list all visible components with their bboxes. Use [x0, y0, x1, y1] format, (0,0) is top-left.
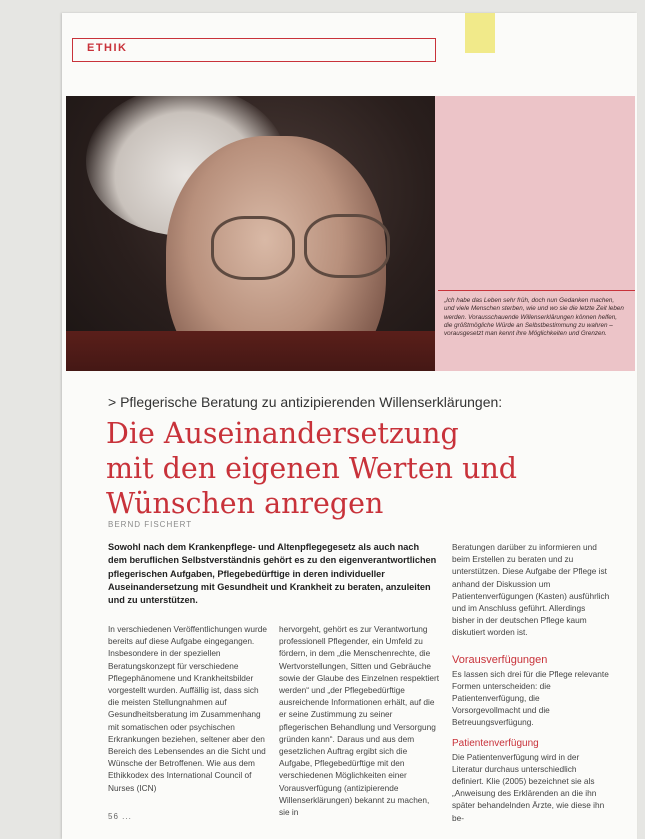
body-column-3 [452, 541, 610, 824]
paragraph: Beratungen darüber zu informieren und beim Erstellen zu beraten und zu unterstützen. Diese Aufgabe der Pflege ist anhand der Diskussion um Patientenverfügungen (Kasten) ausführlich und im Anschluss geführt. Allerdings bisher in der deutschen Pflege kaum diskutiert worden ist. [452, 542, 610, 638]
article-kicker: > Pflegerische Beratung zu antizipierenden Willenserklärungen: [108, 394, 503, 410]
subheading: Patientenverfügung [452, 737, 539, 749]
section-label: ETHIK [87, 42, 128, 54]
title-line: Wünschen anregen [106, 487, 384, 520]
page-footer: 56 ... [108, 812, 132, 821]
author-byline: BERND FISCHERT [108, 520, 193, 529]
photo-caption: „Ich habe das Leben sehr früh, doch nun Gedanken machen, und viele Menschen sterben, wie und wo sie die letzte Zeit leben werden. Vorausschauende Willenserklärungen können helfen, die größtmögliche Würde an Selbstbestimmung zu wahren – vorausgesetzt man kennt ihre Möglichkeiten und Grenzen. [444, 297, 624, 338]
paragraph: Die Patientenverfügung wird in der Literatur durchaus unterschiedlich definiert. Klie (2005) bezeichnet sie als „Anweisung des Erklärenden an die ihn später behandelnden Ärzte, wie diese ihn be- [452, 751, 605, 823]
portrait-photo [66, 96, 435, 371]
paragraph: Es lassen sich drei für die Pflege relevante Formen unterscheiden: die Patientenverfügung, die Vorsorgevollmacht und die Betreuungsverfügung. [452, 668, 609, 728]
section-header [72, 38, 436, 62]
title-line: mit den eigenen Werten und [106, 452, 518, 485]
lead-paragraph: Sowohl nach dem Krankenpflege- und Altenpflegegesetz als auch nach dem beruflichen Selbstverständnis gehört es zu den eigenverantwortlichen pflegerischen Aufgaben, Pflegebedürftige in deren individueller Auseinandersetzung mit Gesundheit und Krankheit zu beraten, anzuleiten und zu unterstützen. [108, 542, 437, 606]
subheading: Vorausverfügungen [452, 653, 548, 666]
photo-caption-box [438, 290, 635, 371]
sticky-tab [465, 13, 495, 53]
body-column-1: In verschiedenen Veröffentlichungen wurde bereits auf diese Aufgabe eingegangen. Insbesondere in der speziellen Beratungskonzept für verschiedene Pflegephänomene und Krankheitsbilder vorgestellt wurden. Auffällig ist, dass sich die meisten Stellungnahmen auf Gesundheitsberatung im Zusammenhang mit somatischen oder psychischen Erkrankungen beziehen, seltener aber den Bereich des Lebensendes an die Sicht und Wünsche der Betroffenen. Wie aus dem Ethikkodex des International Council of Nurses (ICN) [108, 624, 267, 793]
title-line: Die Auseinandersetzung [106, 417, 459, 450]
article-title [106, 416, 517, 521]
body-column-2: hervorgeht, gehört es zur Verantwortung professionell Pflegender, ein Umfeld zu fördern, in dem „die Menschenrechte, die Wertvorstellungen, Sitten und Gebräuche sowie der Glaube des Einzelnen respektiert werden“ und „der Pflegebedürftige ausreichende Informationen erhält, auf die er seine Zustimmung zu seiner pflegerischen Behandlung und Versorgung gründen kann“. Daraus und aus dem gesetzlichen Auftrag ergibt sich die Aufgabe, Pflegebedürftige mit den verschiedenen Möglichkeiten einer Vorausverfügung (antizipierende Willenserklärungen) bekannt zu machen, sie in [279, 624, 440, 818]
glasses-icon [211, 216, 295, 280]
